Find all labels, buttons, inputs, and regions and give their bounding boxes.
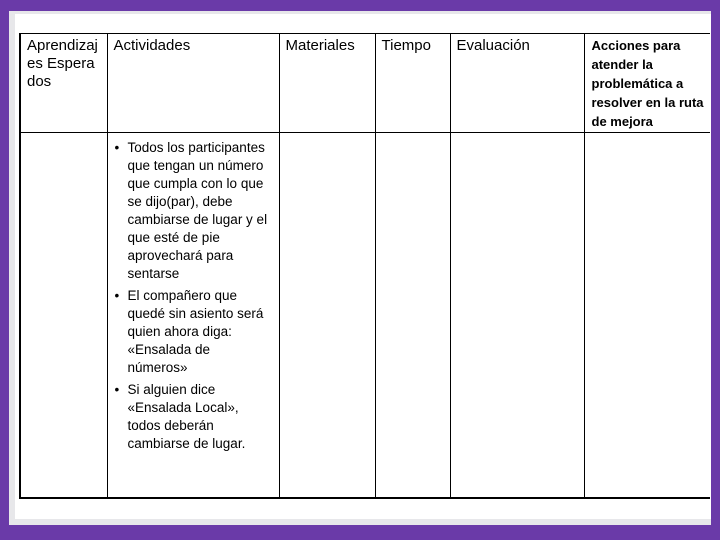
body-row — [20, 133, 710, 499]
header-materiales: Materiales — [279, 34, 375, 133]
cell-materiales — [279, 133, 375, 499]
header-acciones: Acciones para atender la problemática a resolver en la ruta de mejora — [584, 34, 710, 133]
lesson-plan-table — [19, 33, 710, 499]
header-aprendizajes: Aprendizajes Esperados — [20, 34, 107, 133]
header-row — [20, 34, 710, 133]
header-evaluacion: Evaluación — [450, 34, 584, 133]
cell-tiempo — [375, 133, 450, 499]
activity-list — [114, 139, 273, 453]
activity-item: • El compañero que quedé sin asiento será quien ahora diga: «Ensalada de números» — [128, 287, 273, 377]
activity-item: • Si alguien dice «Ensalada Local», todos deberán cambiarse de lugar. — [128, 381, 273, 453]
cell-actividades — [107, 133, 279, 499]
cell-acciones — [584, 133, 710, 499]
header-actividades: Actividades — [107, 34, 279, 133]
header-tiempo: Tiempo — [375, 34, 450, 133]
cell-aprendizajes — [20, 133, 107, 499]
cell-evaluacion — [450, 133, 584, 499]
activity-item: • Todos los participantes que tengan un número que cumpla con lo que se dijo(par), debe cambiarse de lugar y el que esté de pie aprovechará para sentarse — [128, 139, 273, 283]
